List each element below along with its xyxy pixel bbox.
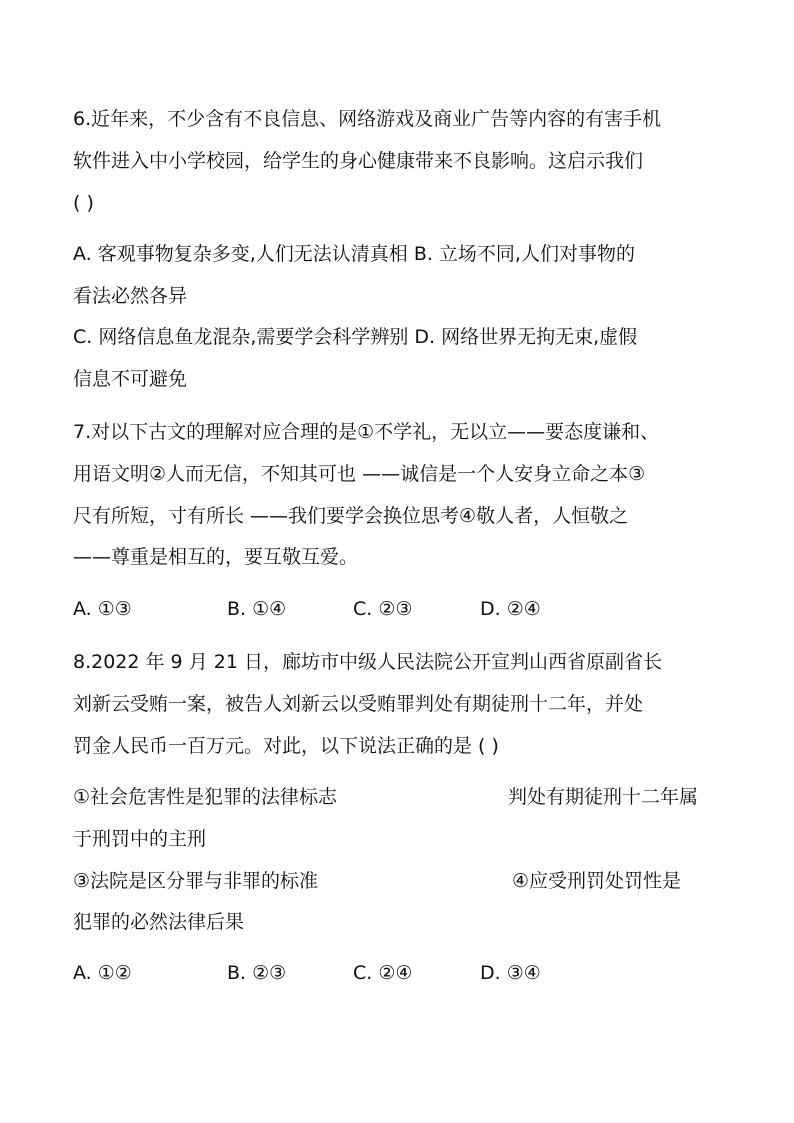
q8-statement-4-end: 犯罪的必然法律后果 [73,911,245,933]
q8-option-d: D. ③④ [480,962,541,984]
q6-option-ab: A. 客观事物复杂多变,人们无法认清真相 B. 立场不同,人们对事物的 [73,243,635,265]
q8-option-b: B. ②③ [227,962,287,984]
q8-statement-3: ③法院是区分罪与非罪的标准 [73,870,319,892]
q8-stem-line-2: 刘新云受贿一案，被告人刘新云以受贿罪判处有期徒刑十二年，并处 [73,693,644,715]
q7-stem-line-2: 用语文明②人而无信，不知其可也 ——诚信是一个人安身立命之本③ [73,463,646,485]
q8-statement-1: ①社会危害性是犯罪的法律标志 [73,786,338,808]
q6-option-d-continued: 信息不可避免 [73,368,188,390]
q6-option-cd: C. 网络信息鱼龙混杂,需要学会科学辨别 D. 网络世界无拘无束,虚假 [73,326,638,348]
q6-stem-line-1: 6.近年来，不少含有不良信息、网络游戏及商业广告等内容的有害手机 [73,108,662,130]
q6-option-b-continued: 看法必然各异 [73,285,188,307]
q7-stem-line-4: ——尊重是相互的，要互敬互爱。 [73,546,359,568]
q7-stem-line-3: 尺有所短，寸有所长 ——我们要学会换位思考④敬人者，人恒敬之 [73,505,629,527]
q7-option-d: D. ②④ [480,598,541,620]
q8-stem-line-3: 罚金人民币一百万元。对此，以下说法正确的是 ( ) [73,735,499,757]
q8-option-c: C. ②④ [353,962,413,984]
q8-statement-2-start: 判处有期徒刑十二年属 [508,786,699,808]
q8-option-a: A. ①② [73,962,132,984]
q8-statement-4-start: ④应受刑罚处罚性是 [512,870,682,892]
q6-stem-line-2: 软件进入中小学校园，给学生的身心健康带来不良影响。这启示我们 [73,150,644,172]
q7-option-c: C. ②③ [353,598,413,620]
q8-statement-2-end: 于刑罚中的主刑 [73,828,207,850]
q7-options [73,597,633,621]
q8-options [73,961,633,985]
q8-stem-line-1: 8.2022 年 9 月 21 日，廊坊市中级人民法院公开宣判山西省原副省长 [73,651,662,673]
q7-stem-line-1: 7.对以下古文的理解对应合理的是①不学礼，无以立——要态度谦和、 [73,421,660,443]
q7-option-b: B. ①④ [227,598,287,620]
q7-option-a: A. ①③ [73,598,132,620]
q6-answer-blank: ( ) [73,192,94,214]
